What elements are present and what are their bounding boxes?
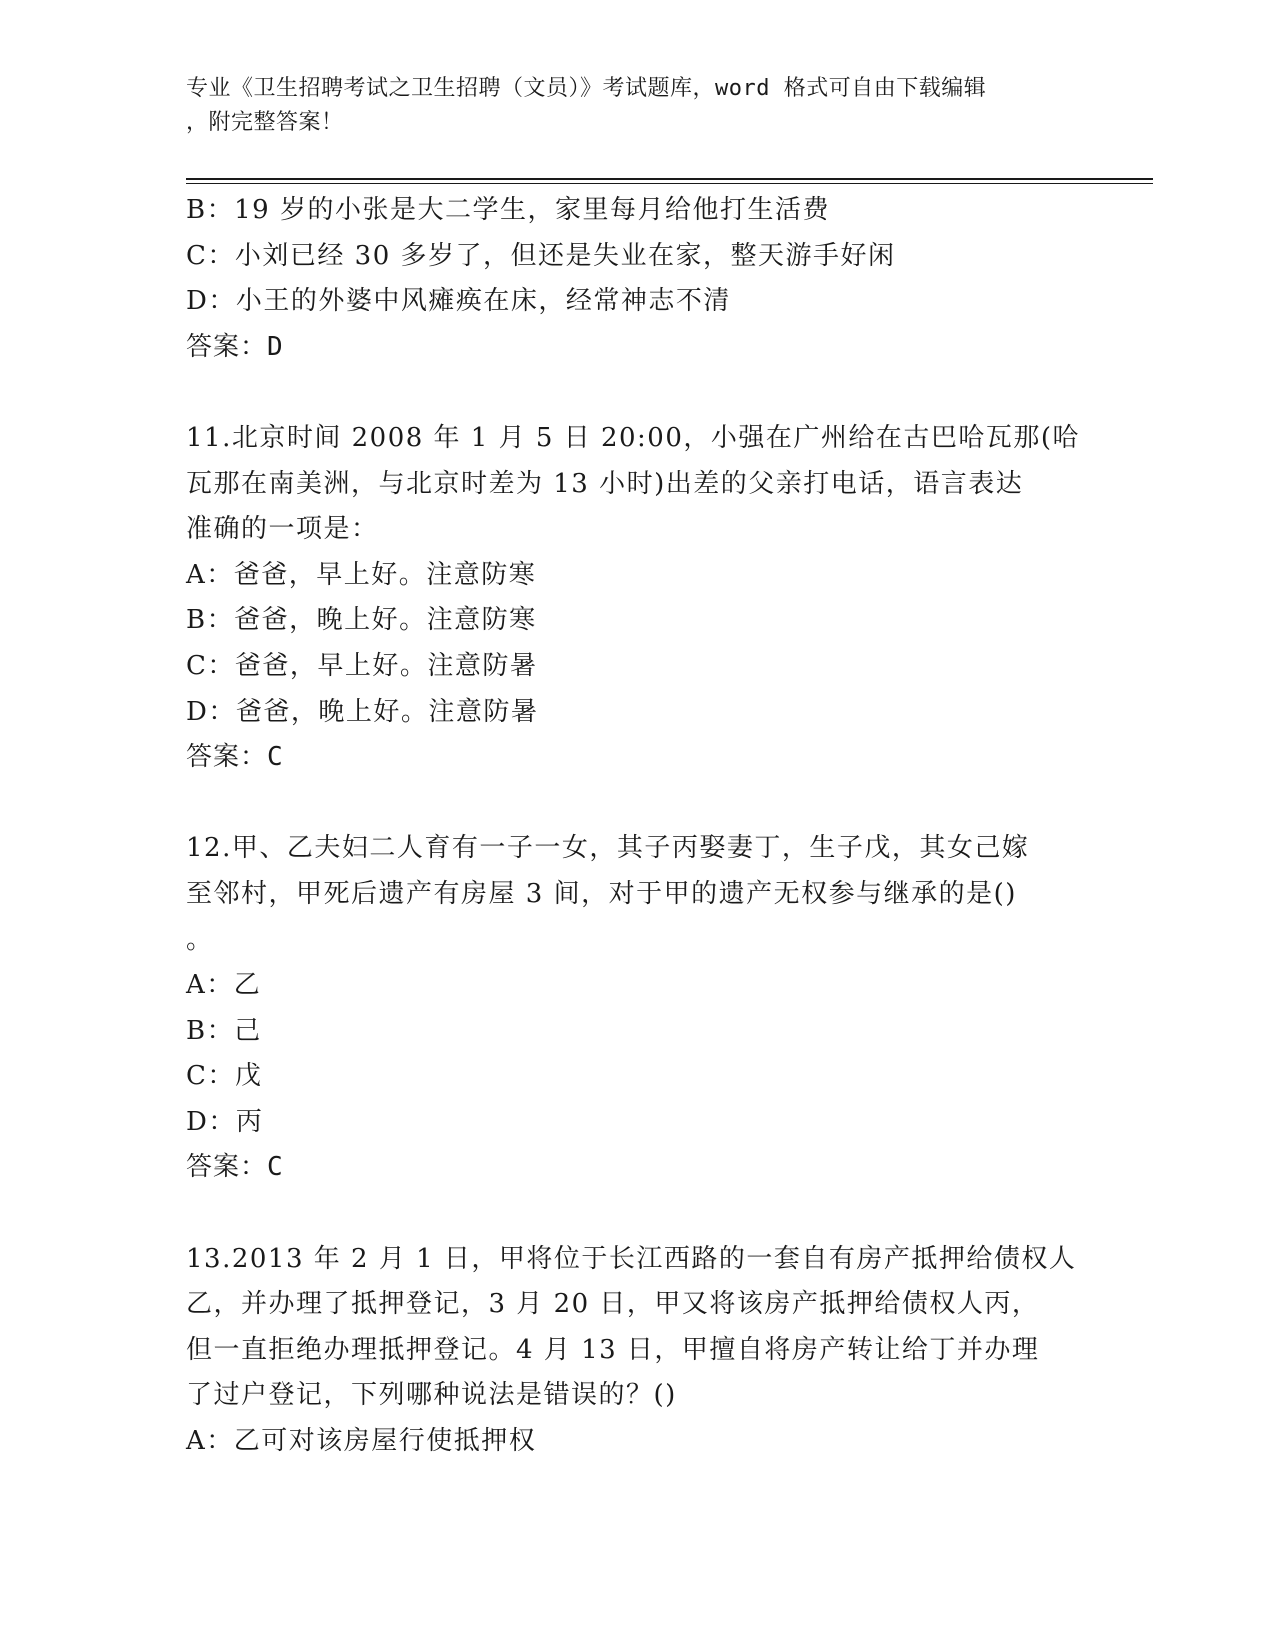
question-stem-line: 12.甲、乙夫妇二人育有一子一女，其子丙娶妻丁，生子戊，其女己嫁 bbox=[186, 833, 1030, 864]
answer-label: 答案：D bbox=[186, 331, 284, 362]
option-a: A：爸爸，早上好。注意防寒 bbox=[186, 559, 537, 590]
option-b: B：爸爸，晚上好。注意防寒 bbox=[186, 605, 537, 636]
answer-label: 答案：C bbox=[186, 1152, 284, 1183]
option-a: A：乙 bbox=[186, 970, 262, 1001]
option-d: D：爸爸，晚上好。注意防暑 bbox=[186, 696, 539, 727]
option-d: D：小王的外婆中风瘫痪在床，经常神志不清 bbox=[186, 286, 731, 317]
option-c: C：戊 bbox=[186, 1061, 263, 1092]
question-stem-line: 。 bbox=[186, 924, 214, 955]
question-stem-line: 11.北京时间 2008 年 1 月 5 日 20:00，小强在广州给在古巴哈瓦那(哈 bbox=[186, 422, 1081, 453]
question-10-continuation bbox=[186, 188, 1086, 370]
header-divider-thick bbox=[186, 178, 1153, 180]
question-13 bbox=[186, 1237, 1086, 1465]
option-d: D：丙 bbox=[186, 1106, 264, 1137]
question-spacer bbox=[186, 781, 1086, 827]
document-header bbox=[186, 72, 1086, 140]
option-a: A：乙可对该房屋行使抵押权 bbox=[186, 1426, 537, 1457]
question-spacer bbox=[186, 370, 1086, 416]
question-stem-line: 瓦那在南美洲，与北京时差为 13 小时)出差的父亲打电话，语言表达 bbox=[186, 468, 1024, 499]
question-stem-line: 准确的一项是： bbox=[186, 514, 379, 545]
option-c: C：小刘已经 30 多岁了，但还是失业在家，整天游手好闲 bbox=[186, 240, 896, 271]
header-title-line-2: ，附完整答案！ bbox=[186, 110, 344, 135]
header-title-line-1: 专业《卫生招聘考试之卫生招聘（文员）》考试题库，word 格式可自由下载编辑 bbox=[186, 76, 987, 101]
question-11 bbox=[186, 416, 1086, 781]
option-b: B：19 岁的小张是大二学生，家里每月给他打生活费 bbox=[186, 195, 830, 225]
question-stem-line: 13.2013 年 2 月 1 日，甲将位于长江西路的一套自有房产抵押给债权人 bbox=[186, 1243, 1077, 1274]
question-list bbox=[186, 188, 1086, 1465]
option-b: B：己 bbox=[186, 1015, 262, 1046]
header-divider-thin bbox=[186, 183, 1153, 184]
option-c: C：爸爸，早上好。注意防暑 bbox=[186, 650, 538, 681]
answer-label: 答案：C bbox=[186, 742, 284, 773]
question-stem-line: 了过户登记，下列哪种说法是错误的？() bbox=[186, 1380, 677, 1411]
question-spacer bbox=[186, 1191, 1086, 1237]
question-stem-line: 乙，并办理了抵押登记，3 月 20 日，甲又将该房产抵押给债权人丙， bbox=[186, 1289, 1040, 1320]
question-12 bbox=[186, 826, 1086, 1191]
question-stem-line: 但一直拒绝办理抵押登记。4 月 13 日，甲擅自将房产转让给丁并办理 bbox=[186, 1334, 1040, 1365]
question-stem-line: 至邻村，甲死后遗产有房屋 3 间，对于甲的遗产无权参与继承的是() bbox=[186, 878, 1017, 909]
